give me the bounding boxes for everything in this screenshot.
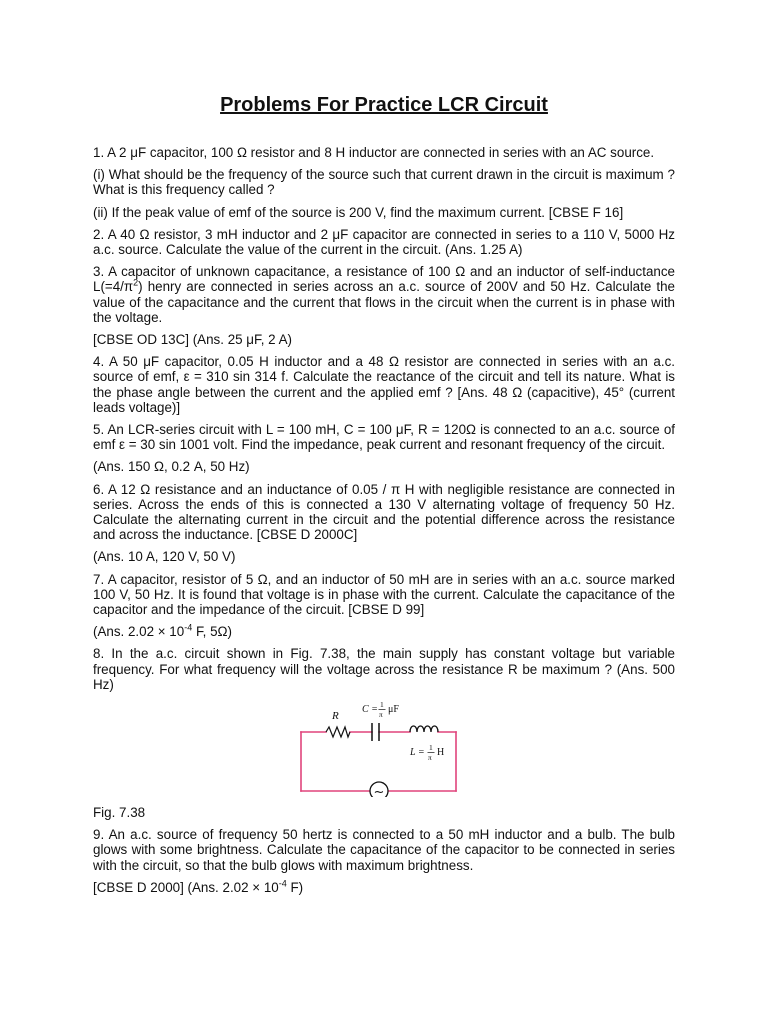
problem-7: 7. A capacitor, resistor of 5 Ω, and an inductor of 50 mH are in series with an a.c. source marked 100 V, 50 Hz. It is found that voltage is in phase with the current. Calculate the capacitance of the capacitor and the impedance of the circuit. [CBSE D 99] [93, 571, 675, 618]
problem-3-text-a: 3. A capacitor of unknown capacitance, a resistance of 100 Ω and an inductor of self-inductance L(=4/π [93, 264, 675, 295]
problem-9-answer-a: [CBSE D 2000] (Ans. 2.02 × 10 [93, 879, 279, 895]
figure-caption: Fig. 7.38 [93, 805, 146, 821]
inductor-label: L = [410, 747, 425, 759]
capacitor-fraction-denominator: π [379, 710, 383, 720]
problem-5: 5. An LCR-series circuit with L = 100 mH, C = 100 μF, R = 120Ω is connected to an a.c. source of emf ε = 30 sin 1001 volt. Find the impedance, peak current and resonant frequency of the circuit. [93, 422, 675, 453]
inductor-unit: H [437, 747, 445, 759]
figure-7-38 [93, 699, 675, 797]
problem-6-answer: (Ans. 10 A, 120 V, 50 V) [93, 549, 236, 565]
problem-8: 8. In the a.c. circuit shown in Fig. 7.38, the main supply has constant voltage but variable frequency. For what frequency will the voltage across the resistance R be maximum ? (Ans. 500 Hz) [93, 646, 675, 692]
problem-5-answer: (Ans. 150 Ω, 0.2 A, 50 Hz) [93, 459, 250, 475]
problem-3-superscript: 2 [133, 277, 139, 288]
problem-1-part-i: (i) What should be the frequency of the source such that current drawn in the circuit is maximum ? What is this frequency called ? [93, 167, 675, 198]
problem-7-answer-a: (Ans. 2.02 × 10 [93, 624, 185, 640]
problem-9-answer-b: F) [286, 879, 304, 895]
problem-1-part-ii: (ii) If the peak value of emf of the source is 200 V, find the maximum current. [CBSE F 16] [93, 204, 624, 220]
problem-7-answer [93, 624, 675, 639]
capacitor-unit: μF [388, 704, 399, 716]
problem-9-answer [93, 880, 675, 895]
resistor-label: R [332, 710, 339, 723]
problem-3-answer: [CBSE OD 13C] (Ans. 25 μF, 2 A) [93, 332, 292, 348]
inductor-fraction-denominator: π [428, 753, 432, 763]
problem-2: 2. A 40 Ω resistor, 3 mH inductor and 2 μF capacitor are connected in series to a 110 V, 5000 Hz a.c. source. Calculate the value of the current in the circuit. (Ans. 1.25 A) [93, 226, 675, 258]
problem-4: 4. A 50 μF capacitor, 0.05 H inductor and a 48 Ω resistor are connected in series with an a.c. source of emf, ε = 310 sin 314 f. Calculate the reactance of the circuit and tell its nature. What is the phase angle between the current and the applied emf ? [Ans. 48 Ω (capacitive), 45° (current leads voltage)] [93, 354, 675, 415]
capacitor-label: C = [362, 704, 378, 716]
inductor-symbol [410, 726, 438, 732]
resistor-symbol [326, 727, 350, 737]
problem-list [93, 145, 675, 902]
problem-3 [93, 264, 675, 325]
problem-6: 6. A 12 Ω resistance and an inductance of 0.05 / π H with negligible resistance are connected in series. Across the ends of this is connected a 130 V alternating voltage of frequency 50 Hz. Calculate the alternating current in the circuit and the potential difference across the resistance and across the inductance. [CBSE D 2000C] [93, 481, 675, 543]
problem-3-text-b: ) henry are connected in series across an a.c. source of 200V and 50 Hz. Calculate the value of the capacitance and the current that flows in the circuit when the current is in phase with the voltage. [93, 279, 675, 325]
problem-9-answer-superscript: -4 [278, 878, 287, 889]
problem-7-answer-superscript: -4 [184, 622, 193, 633]
problem-7-answer-b: F, 5Ω) [192, 624, 232, 640]
lcr-circuit-diagram [298, 699, 468, 797]
capacitor-fraction-numerator: 1 [380, 700, 384, 710]
problem-9: 9. An a.c. source of frequency 50 hertz is connected to a 50 mH inductor and a bulb. The bulb glows with some brightness. Calculate the capacitance of the capacitor to be connected in series with the circuit, so that the bulb glows with maximum brightness. [93, 827, 675, 873]
problem-1: 1. A 2 μF capacitor, 100 Ω resistor and 8 H inductor are connected in series with an AC source. [93, 145, 655, 160]
page-title: Problems For Practice LCR Circuit [220, 94, 548, 116]
ac-source-tilde: ~ [373, 785, 385, 798]
inductor-fraction-numerator: 1 [429, 743, 433, 753]
